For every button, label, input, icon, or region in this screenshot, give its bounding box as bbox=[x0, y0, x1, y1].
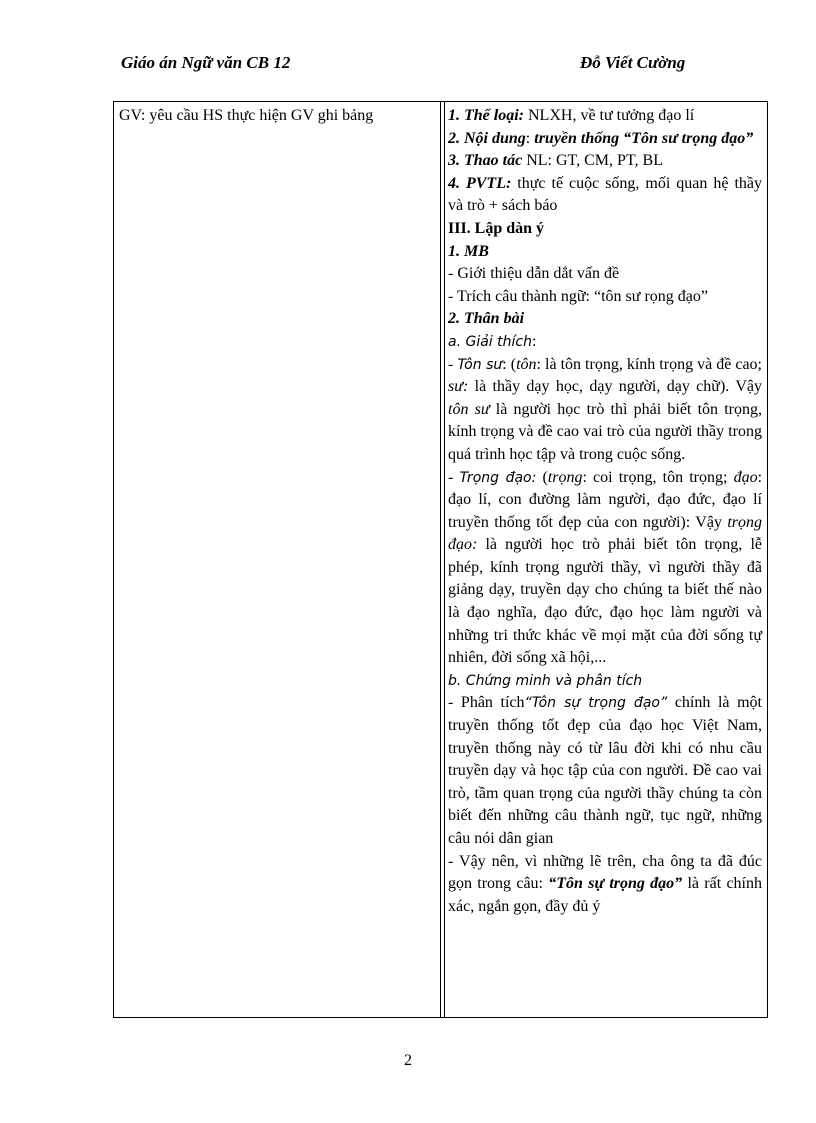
body-heading: 2. Thân bài bbox=[448, 310, 525, 328]
analysis-paragraph: - Phân tích“Tôn sự trọng đạo” chính là một truyền thống tốt đẹp của đạo học Việt Nam, truyền thống này có từ lâu đời khi có nhu cầu truyền dạy và học tập của con người. Đề cao vai trò, tầm quan trọng của người thầy chúng ta còn biết đến những câu thành ngữ, tục ngữ, những câu nói dân gian bbox=[448, 694, 763, 847]
lesson-table bbox=[113, 101, 768, 1018]
section-outline-heading: III. Lập dàn ý bbox=[448, 219, 545, 237]
item-scope: 4. PVTL: thực tế cuộc sống, mối quan hệ thầy và trò + sách báo bbox=[448, 174, 762, 215]
item-content: 2. Nội dung: truyền thống “Tôn sư trọng đạo” bbox=[448, 129, 754, 147]
page-header bbox=[113, 53, 703, 77]
header-title: Giáo án Ngữ văn CB 12 bbox=[121, 53, 291, 72]
header-author: Đỗ Viết Cường bbox=[580, 53, 686, 72]
page-number: 2 bbox=[404, 1052, 412, 1069]
trong-dao-paragraph: - Trọng đạo: (trọng: coi trọng, tôn trọng; đạo: đạo lí, con đường làm người, đạo đức, đạo lí truyền thống tốt đẹp của con người): Vậy trọng đạo: là người học trò phải biết tôn trọng, lễ phép, kính trọng người thầy, vì người thầy đã giảng dạy, truyền dạy cho chúng ta biết thế nào là đạo nghĩa, đạo đức, đạo học làm người và những tri thức khác về mọi mặt của đời sống tự nhiên, đời sống xã hội,... bbox=[448, 468, 763, 667]
ton-su-paragraph: - Tôn sư: (tôn: là tôn trọng, kính trọng và đề cao; sư: là thầy dạy học, dạy người, dạy chữ). Vậy tôn sư là người học trò thì phải biết tôn trọng, kính trọng và đề cao vai trò của người thầy trong quá trình học tập và trong cuộc sống. bbox=[448, 355, 763, 463]
content-cell bbox=[448, 105, 762, 918]
item-operation: 3. Thao tác NL: GT, CM, PT, BL bbox=[448, 152, 663, 170]
intro-point-2: - Trích câu thành ngữ: “tôn sư rọng đạo” bbox=[448, 287, 708, 305]
explain-heading: a. Giải thích: bbox=[448, 332, 537, 350]
teacher-activity-cell: GV: yêu cầu HS thực hiện GV ghi bảng bbox=[119, 107, 374, 124]
column-divider-inner bbox=[444, 102, 445, 1017]
prove-heading: b. Chứng minh và phân tích bbox=[448, 672, 643, 689]
intro-heading: 1. MB bbox=[448, 242, 489, 260]
conclusion-paragraph: - Vậy nên, vì những lẽ trên, cha ông ta đã đúc gọn trong câu: “Tôn sự trọng đạo” là rất chính xác, ngắn gọn, đầy đủ ý bbox=[448, 852, 763, 915]
intro-point-1: - Giới thiệu dẫn dắt vấn đề bbox=[448, 265, 620, 283]
column-divider bbox=[440, 102, 441, 1017]
item-genre: 1. Thể loại: NLXH, về tư tưởng đạo lí bbox=[448, 107, 695, 124]
